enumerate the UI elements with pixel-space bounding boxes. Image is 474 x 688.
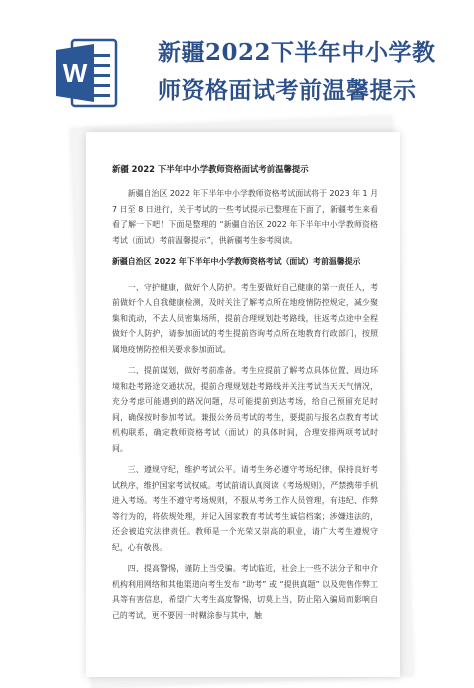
document-paragraph-3: 三、遵规守纪，维护考试公平。请考生务必遵守考场纪律，保持良好考试秩序，维护国家考试权威。考试前请认真阅读《考场规则》，严禁携带手机进入考场。考生不遵守考场规则，不服从考务工作人员管理，有违纪、作弊等行为的，将依规处理，并记入国家教育考试考生诚信档案；涉嫌违法的，还会被追究法律责任。教师是一个光荣又崇高的职业，请广大考生遵规守纪，心有敬畏。 xyxy=(112,465,378,552)
page-title xyxy=(158,34,458,110)
page-title-line-1: 新疆2022下半年中小学教 xyxy=(158,39,436,66)
document-subtitle: 新疆自治区 2022 年下半年中小学教师资格考试（面试）考前温馨提示 xyxy=(112,257,361,266)
word-document-icon xyxy=(54,36,118,110)
page-title-line-2: 师资格面试考前温馨提示 xyxy=(158,77,417,104)
document-paragraph-1: 一、守护健康，做好个人防护。考生要做好自己健康的第一责任人，考前做好个人自我健康检测，及时关注了解考点所在地疫情防控规定，减少聚集和流动，不去人员密集场所，提前合理规划赴考路线，往返考点途中全程做好个人防护，请参加面试的考生提前咨询考点所在地教育行政部门，按照属地疫情防控相关要求参加面试。 xyxy=(112,282,378,354)
document-page xyxy=(86,132,400,677)
document-intro: 新疆自治区 2022 年下半年中小学教师资格考试面试将于 2023 年 1 月 7 日至 8 日进行，关于考试的一些考试提示已整理在下面了，新疆考生来看看了解一下吧！下面是整理的 “新疆自治区 2022 年下半年中小学教师资格考试（面试）考前温馨提示”，供新疆考生参考阅读。 xyxy=(112,189,378,245)
document-paragraph-2: 二、提前谋划，做好考前准备。考生应提前了解考点具体位置、周边环境和赴考路途交通状况，提前合理规划赴考路线并关注考试当天天气情况，充分考虑可能遇到的路况问题，尽可能提前到达考场，给自己预留充足时间，确保按时参加考试。兼报公务员考试的考生，要提前与报名点教育考试机构联系，确定教师资格考试（面试）的具体时间，合理安排两项考试时间。 xyxy=(112,366,378,453)
document-paragraph-4: 四、提高警惕，谨防上当受骗。考试临近，社会上一些不法分子和中介机构利用网络和其他渠道向考生发布 “助考” 或 “提供真题” 以及兜售作弊工具等有害信息，希望广大考生高度警惕，切莫上当，防止陷入骗局而影响自己的考试，更不要因一时糊涂参与其中，触 xyxy=(112,564,378,620)
document-title: 新疆 2022 下半年中小学教师资格面试考前温馨提示 xyxy=(112,164,309,174)
word-icon-letter: W xyxy=(62,58,88,88)
